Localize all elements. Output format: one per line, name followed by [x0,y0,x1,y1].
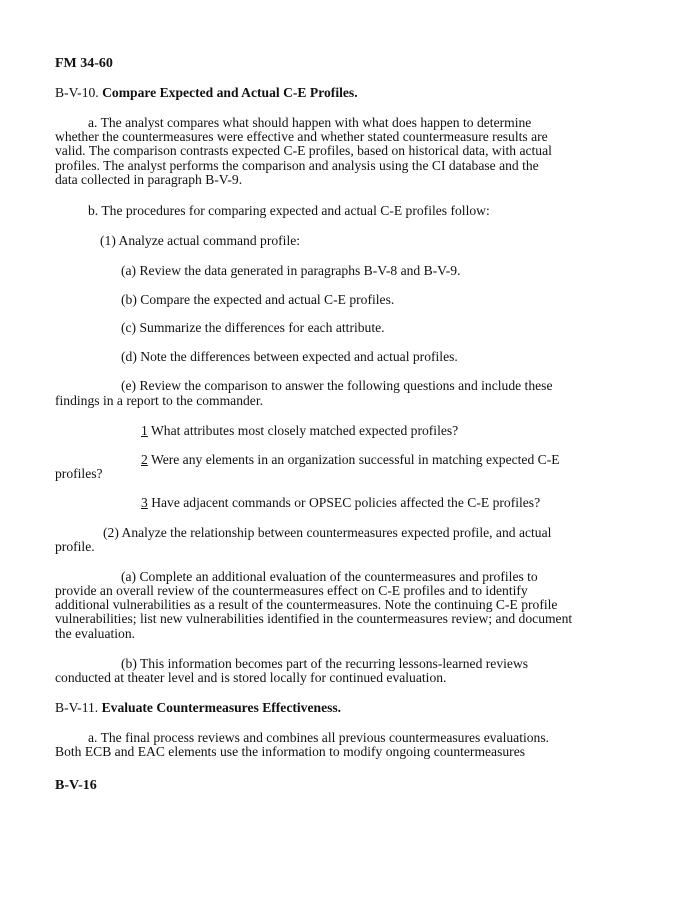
paragraph-2-line: (2) Analyze the relationship between countermeasures expected profile, and actual [103,525,552,540]
question-2-continuation: profiles? [55,466,103,481]
paragraph-1: (1) Analyze actual command profile: [100,233,301,248]
question-number: 1 [141,423,148,438]
section-number: B-V-10. [55,85,99,100]
paragraph-2b-line: conducted at theater level and is stored locally for continued evaluation. [55,670,447,685]
paragraph-2a-line: provide an overall review of the countermeasures effect on C-E profiles and to identify [55,583,528,598]
paragraph-2a-line: the evaluation. [55,626,136,641]
paragraph-1b: (b) Compare the expected and actual C-E profiles. [121,292,395,307]
paragraph-11a-line: a. The final process reviews and combines all previous countermeasures evaluations. [88,730,550,745]
paragraph-a-line: profiles. The analyst performs the comparison and analysis using the CI database and the [55,158,539,173]
section-heading-b-v-10 [55,85,358,100]
paragraph-b: b. The procedures for comparing expected and actual C-E profiles follow: [88,203,490,218]
question-number: 3 [141,495,148,510]
question-number: 2 [141,452,148,467]
paragraph-2a-line: (a) Complete an additional evaluation of the countermeasures and profiles to [121,569,538,584]
question-2 [141,452,560,467]
page-footer: B-V-16 [55,778,97,793]
page-header: FM 34-60 [55,56,113,71]
paragraph-a-line: whether the countermeasures were effective and whether stated countermeasure results are [55,129,548,144]
question-text: What attributes most closely matched expected profiles? [147,423,459,438]
paragraph-1a: (a) Review the data generated in paragraphs B-V-8 and B-V-9. [121,263,461,278]
question-text: Have adjacent commands or OPSEC policies affected the C-E profiles? [147,495,541,510]
question-text: Were any elements in an organization successful in matching expected C-E [147,452,560,467]
paragraph-a-line: valid. The comparison contrasts expected C-E profiles, based on historical data, with actual [55,143,552,158]
paragraph-2-line: profile. [55,539,95,554]
paragraph-11a-line: Both ECB and EAC elements use the information to modify ongoing countermeasures [55,744,526,759]
paragraph-a-line: a. The analyst compares what should happen with what does happen to determine [88,115,532,130]
question-3 [141,495,540,510]
paragraph-2a-line: additional vulnerabilities as a result of the countermeasures. Note the continuing C-E profile [55,597,558,612]
section-number: B-V-11. [55,700,99,715]
paragraph-2a-line: vulnerabilities; list new vulnerabilities identified in the countermeasures review; and document [55,611,573,626]
paragraph-1e-line: findings in a report to the commander. [55,393,264,408]
paragraph-a-line: data collected in paragraph B-V-9. [55,172,243,187]
section-title: Evaluate Countermeasures Effectiveness. [101,700,342,715]
question-1 [141,423,458,438]
section-heading-b-v-11 [55,700,341,715]
section-title: Compare Expected and Actual C-E Profiles. [102,85,358,100]
paragraph-1e-line: (e) Review the comparison to answer the following questions and include these [121,378,553,393]
paragraph-2b-line: (b) This information becomes part of the recurring lessons-learned reviews [121,656,529,671]
paragraph-1d: (d) Note the differences between expected and actual profiles. [121,349,458,364]
paragraph-1c: (c) Summarize the differences for each attribute. [121,320,385,335]
